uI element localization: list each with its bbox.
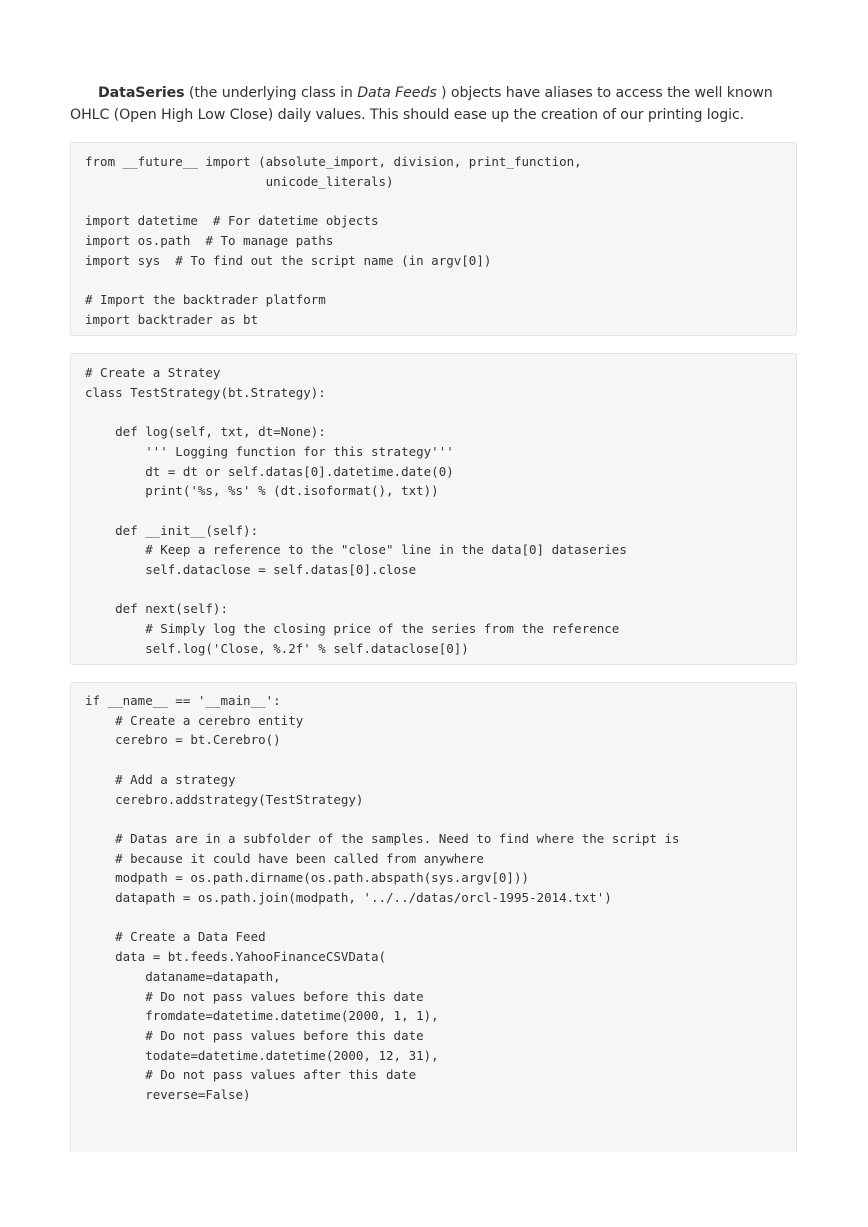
code-strategy: # Create a Stratey class TestStrategy(bt.Strategy): def log(self, txt, dt=None): ''' Logging function for this strategy''' dt = dt or self.datas[0].datetime.date(0) print('%s, %s' % (dt.isoformat(), txt)) def __init__(self): # Keep a reference to the "close" line in the data[0] dataseries self.dataclose = self.datas[0].close def next(self): # Simply log the closing price of the series from the reference self.log('Close, %.2f' % self.dataclose[0]) <box>85 365 627 656</box>
code-block-imports <box>70 142 797 336</box>
dataseries-term: DataSeries <box>98 85 185 101</box>
code-block-strategy <box>70 353 797 665</box>
code-imports: from __future__ import (absolute_import, division, print_function, unicode_literals) import datetime # For datetime objects import os.path # To manage paths import sys # To find out the script name (in argv[0]) # Import the backtrader platform import backtrader as bt <box>85 154 582 327</box>
intro-paragraph <box>70 82 790 126</box>
code-block-main <box>70 682 797 1152</box>
data-feeds-term: Data Feeds <box>357 85 437 101</box>
intro-text-1: (the underlying class in <box>184 85 358 101</box>
code-main: if __name__ == '__main__': # Create a cerebro entity cerebro = bt.Cerebro() # Add a strategy cerebro.addstrategy(TestStrategy) # Datas are in a subfolder of the samples. Need to find where the script is # because it could have been called from anywhere modpath = os.path.dirname(os.path.abspath(sys.argv[0])) datapath = os.path.join(modpath, '../../datas/orcl-1995-2014.txt') # Create a Data Feed data = bt.feeds.YahooFinanceCSVData( dataname=datapath, # Do not pass values before this date fromdate=datetime.datetime(2000, 1, 1), # Do not pass values before this date todate=datetime.datetime(2000, 12, 31), # Do not pass values after this date reverse=False) <box>85 693 680 1103</box>
intro-text-2: ) objects have aliases to access the well known OHLC (Open High Low Close) daily values. This should ease up the creation of our printing logic. <box>70 85 773 123</box>
